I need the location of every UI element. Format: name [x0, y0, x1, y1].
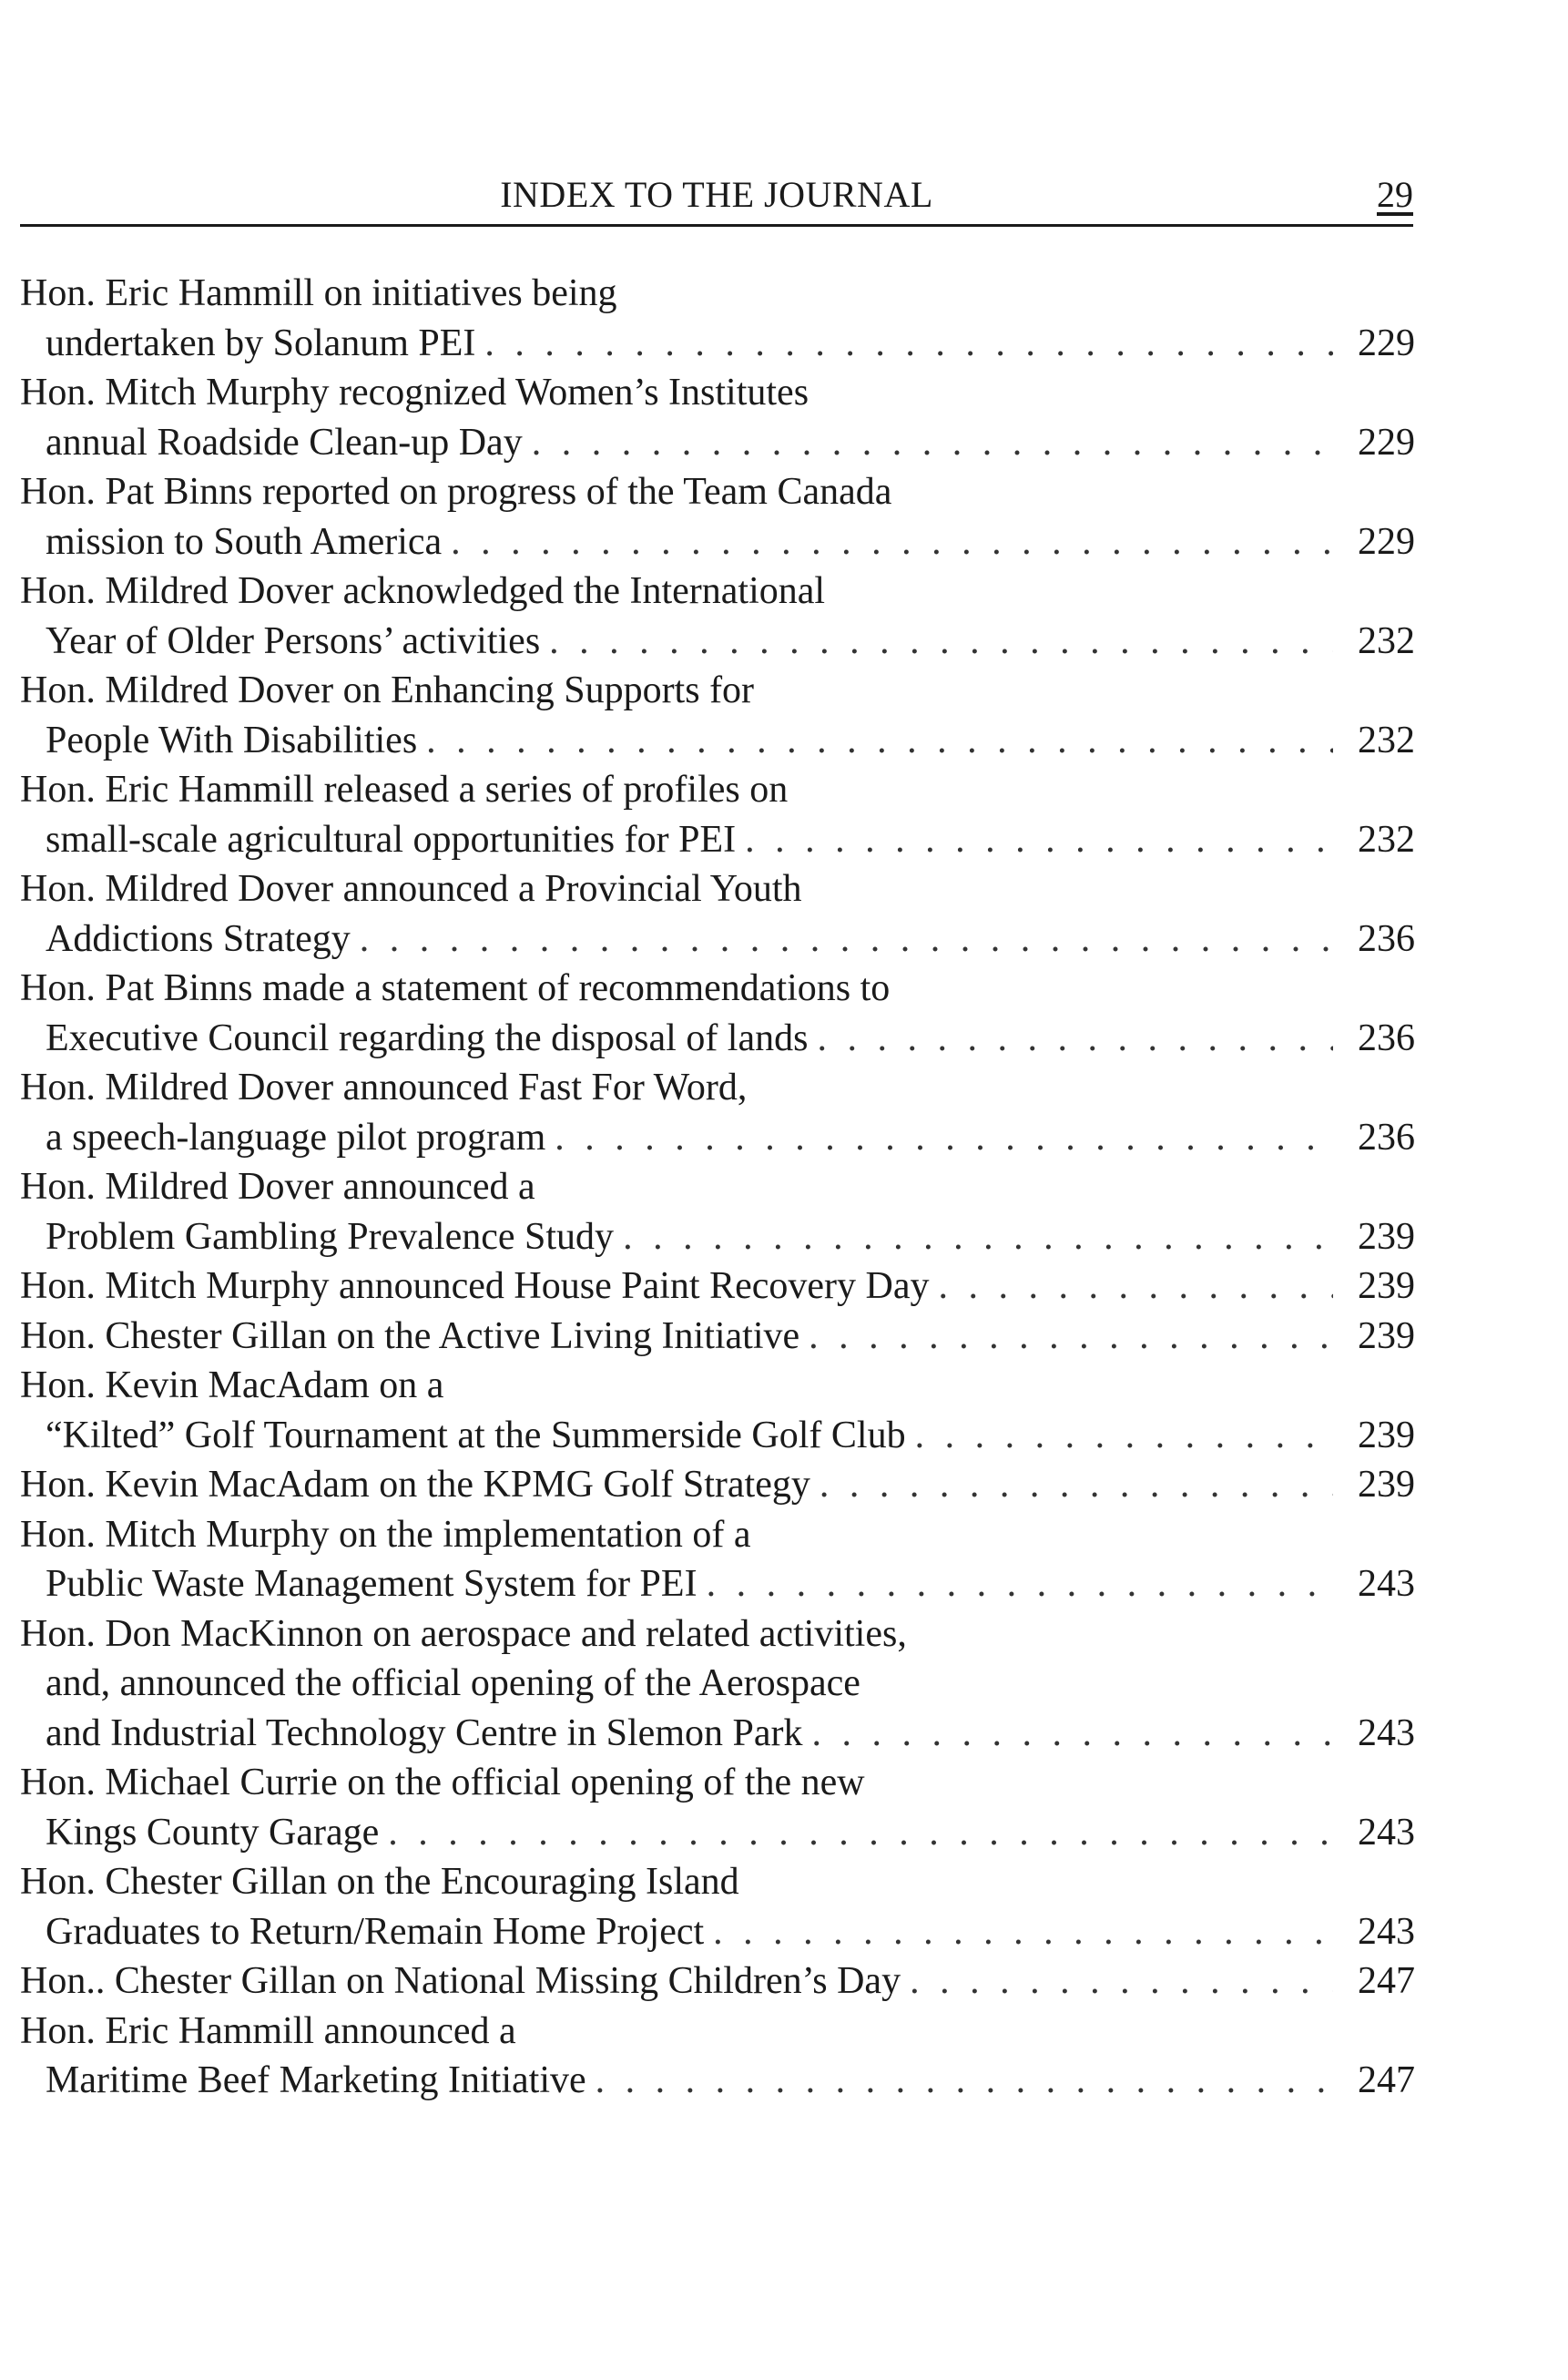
index-entry: [20, 864, 1415, 964]
dot-leader: [451, 517, 1333, 567]
index-entry-last-line: [20, 517, 1415, 567]
dot-leader: [532, 418, 1333, 468]
index-entry-last-line: [20, 1113, 1415, 1163]
index-entry-last-line: [20, 815, 1415, 865]
index-entry-page-number: 239: [1358, 1265, 1415, 1307]
index-entry-last-line: [20, 1312, 1415, 1362]
index-entry-text: and Industrial Technology Centre in Slemon Park: [46, 1711, 803, 1754]
index-entry-page-number: 232: [1358, 619, 1415, 662]
index-entry-last-line: [20, 1559, 1415, 1609]
index-entry-last-line: [20, 1709, 1415, 1759]
index-entry-page-number: 232: [1358, 818, 1415, 861]
index-entry-last-line: [20, 2056, 1415, 2106]
index-entry: [20, 1361, 1415, 1460]
index-entry-text: Addictions Strategy: [46, 917, 351, 960]
dot-leader: [388, 1808, 1333, 1858]
index-entry-page-number: 232: [1358, 719, 1415, 761]
index-entry-text: People With Disabilities: [46, 719, 418, 761]
dot-leader: [915, 1411, 1333, 1461]
index-entry-text: Hon. Eric Hammill announced a: [20, 2009, 516, 2052]
index-entry-last-line: [20, 319, 1415, 369]
index-entry-last-line: [20, 1411, 1415, 1461]
dot-leader: [596, 2056, 1333, 2106]
index-entry: [20, 2007, 1415, 2106]
index-entry: [20, 269, 1415, 368]
index-entry-text: Hon. Eric Hammill on initiatives being: [20, 272, 617, 314]
index-entry-text: Graduates to Return/Remain Home Project: [46, 1910, 705, 1953]
index-entry-page-number: 236: [1358, 1116, 1415, 1159]
index-entry-text: Hon.. Chester Gillan on National Missing Children’s Day: [20, 1960, 901, 2002]
index-entry: [20, 1162, 1415, 1262]
index-entry-text: Kings County Garage: [46, 1811, 380, 1854]
index-entry-last-line: [20, 1262, 1415, 1312]
index-entry-last-line: [20, 716, 1415, 766]
index-entry-page-number: 243: [1358, 1563, 1415, 1605]
index-entry: [20, 964, 1415, 1063]
index-entry: [20, 1063, 1415, 1162]
index-entry-text: small-scale agricultural opportunities for PEI: [46, 818, 737, 861]
index-entry-page-number: 243: [1358, 1711, 1415, 1754]
index-entry: [20, 1857, 1415, 1956]
index-entry-last-line: [20, 1212, 1415, 1262]
index-entry-text: Hon. Kevin MacAdam on a: [20, 1364, 444, 1406]
index-entry-text: mission to South America: [46, 520, 443, 563]
dot-leader: [555, 1113, 1333, 1163]
index-entry-last-line: [20, 1014, 1415, 1064]
dot-leader: [426, 716, 1333, 766]
index-entry: [20, 1312, 1415, 1362]
index-entry-text: Public Waste Management System for PEI: [46, 1563, 697, 1605]
index-entry-page-number: 243: [1358, 1811, 1415, 1854]
index-entry-page-number: 247: [1358, 2059, 1415, 2101]
dot-leader: [817, 1014, 1333, 1064]
index-entry-text: Hon. Mildred Dover announced a Provincial Youth: [20, 868, 802, 910]
index-entry-text: Hon. Mitch Murphy on the implementation of a: [20, 1513, 751, 1556]
index-entry-last-line: [20, 418, 1415, 468]
dot-leader: [623, 1212, 1333, 1262]
dot-leader: [745, 815, 1333, 865]
index-entry: [20, 368, 1415, 467]
index-entry: [20, 765, 1415, 864]
index-entry-page-number: 236: [1358, 1016, 1415, 1059]
index-entry: [20, 1460, 1415, 1510]
index-entry-page-number: 229: [1358, 322, 1415, 364]
index-entry: [20, 1262, 1415, 1312]
page-header: [20, 169, 1413, 227]
index-entry-page-number: 229: [1358, 421, 1415, 464]
dot-leader: [809, 1312, 1333, 1362]
index-entry-page-number: 239: [1358, 1414, 1415, 1456]
index-entry: [20, 1956, 1415, 2007]
index-entry-text: Maritime Beef Marketing Initiative: [46, 2059, 586, 2101]
index-entry-text: Problem Gambling Prevalence Study: [46, 1215, 615, 1258]
index-entry-text: Hon. Mildred Dover on Enhancing Supports for: [20, 669, 755, 711]
dot-leader: [713, 1907, 1333, 1957]
index-entry-page-number: 239: [1358, 1215, 1415, 1258]
index-entry-text: Hon. Kevin MacAdam on the KPMG Golf Strategy: [20, 1464, 810, 1506]
index-entry-last-line: [20, 1956, 1415, 2007]
index-entry-last-line: [20, 914, 1415, 965]
page-title: INDEX TO THE JOURNAL: [500, 174, 933, 215]
index-entry-last-line: [20, 617, 1415, 667]
dot-leader: [820, 1460, 1333, 1510]
index-entry-page-number: 239: [1358, 1464, 1415, 1506]
index-entry-text: Hon. Mildred Dover acknowledged the International: [20, 570, 826, 612]
index-entry-text: undertaken by Solanum PEI: [46, 322, 476, 364]
index-entry-last-line: [20, 1460, 1415, 1510]
dot-leader: [811, 1709, 1333, 1759]
index-entry-text: Hon. Mitch Murphy announced House Paint Recovery Day: [20, 1265, 930, 1307]
index-entry-page-number: 229: [1358, 520, 1415, 563]
dot-leader: [549, 617, 1333, 667]
dot-leader: [707, 1559, 1333, 1609]
index-entry-last-line: [20, 1808, 1415, 1858]
dot-leader: [910, 1956, 1333, 2007]
index-entry-text: Hon. Mildred Dover announced a: [20, 1166, 535, 1208]
index-entry-text: Executive Council regarding the disposal of lands: [46, 1016, 809, 1059]
index-entry-text: Hon. Chester Gillan on the Encouraging Island: [20, 1861, 739, 1903]
index-entry-text: annual Roadside Clean-up Day: [46, 421, 523, 464]
index-entry-page-number: 243: [1358, 1910, 1415, 1953]
index-entry: [20, 1758, 1415, 1857]
index-entry: [20, 1510, 1415, 1609]
dot-leader: [484, 319, 1333, 369]
dot-leader: [938, 1262, 1333, 1312]
index-entry-text: Hon. Mitch Murphy recognized Women’s Institutes: [20, 372, 809, 414]
index-entry-text: Hon. Pat Binns made a statement of recommendations to: [20, 967, 891, 1009]
index-entry-text: Hon. Mildred Dover announced Fast For Word,: [20, 1067, 748, 1108]
index-entry-last-line: [20, 1907, 1415, 1957]
dot-leader: [360, 914, 1333, 965]
index-entry-text: “Kilted” Golf Tournament at the Summerside Golf Club: [46, 1414, 906, 1456]
index-entry-page-number: 236: [1358, 917, 1415, 960]
page-number: 29: [1377, 174, 1413, 215]
index-entry-text: Hon. Michael Currie on the official opening of the new: [20, 1762, 865, 1803]
index-entry-page-number: 239: [1358, 1314, 1415, 1357]
index-entry-text: Hon. Don MacKinnon on aerospace and related activities,: [20, 1612, 907, 1655]
index-entry-text: and, announced the official opening of the Aerospace: [46, 1662, 860, 1704]
index-entry: [20, 1609, 1415, 1759]
index-entry: [20, 567, 1415, 666]
index-entry: [20, 666, 1415, 765]
index-entries: [20, 269, 1415, 2106]
index-entry-text: a speech-language pilot program: [46, 1116, 546, 1159]
index-entry-text: Year of Older Persons’ activities: [46, 619, 541, 662]
index-entry: [20, 467, 1415, 567]
index-entry-text: Hon. Eric Hammill released a series of profiles on: [20, 769, 789, 811]
index-entry-text: Hon. Pat Binns reported on progress of the Team Canada: [20, 471, 892, 513]
index-entry-text: Hon. Chester Gillan on the Active Living Initiative: [20, 1314, 800, 1357]
index-entry-page-number: 247: [1358, 1960, 1415, 2002]
